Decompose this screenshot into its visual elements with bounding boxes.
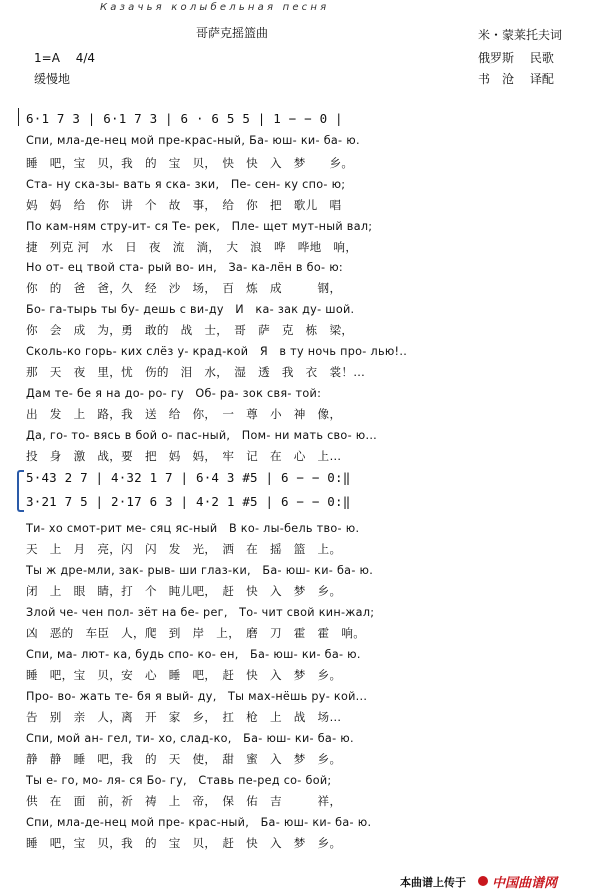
notation-line-2: 5·43 2 7 | 4·32 1 7 | 6·4 3 #5 | 6 − − 0:‖ (26, 470, 351, 485)
lyric-line: 出 发 上 路，我 送 给 你， 一 尊 小 神 像， (26, 406, 342, 421)
chinese-title: 哥萨克摇篮曲 (196, 26, 269, 40)
notation-line-3: 3·21 7 5 | 2·17 6 3 | 4·2 1 #5 | 6 − − 0:‖ (26, 494, 351, 509)
lyric-line: Спи, мла-де-нец мой пре-крас-ный, Ба- юш- ки- ба- ю. (26, 134, 360, 147)
lyric-line: Бо- га-тырь ты бу- дешь с ви-ду И ка- зак ду- шой. (26, 303, 355, 317)
lyric-line: Ста- ну ска-зы- вать я ска- зки, Пе- сен- ку спо- ю; (26, 177, 346, 191)
lyric-line: 天 上 月 亮，闪 闪 发 光， 洒 在 摇 篮 上。 (26, 542, 342, 556)
arranger-credit: 书 沧 译配 (478, 72, 554, 86)
lyric-line: 告 别 亲 人，离 开 家 乡， 扛 枪 上 战 场… (26, 710, 342, 724)
notation-line-1: 6·1 7 3 | 6·1 7 3 | 6 · 6 5 5 | 1 − − 0 | (26, 111, 343, 126)
key-signature: 1=A 4/4 (34, 51, 96, 65)
lyric-line: 睡 吧，宝 贝，安 心 睡 吧， 赶 快 入 梦 乡。 (26, 668, 342, 682)
lyric-line: 闭 上 眼 睛，打 个 盹儿吧， 赶 快 入 梦 乡。 (26, 584, 342, 598)
lyric-line: Но от- ец твой ста- рый во- ин, За- ка-лён в бо- ю: (26, 261, 343, 275)
lyric-line: Спи, мла-де-нец мой пре- крас-ный, Ба- юш- ки- ба- ю. (26, 816, 372, 829)
lyric-line: 凶 恶的 车臣 人，爬 到 岸 上， 磨 刀 霍 霍 响。 (26, 626, 366, 640)
lyric-line: Про- во- жать те- бя я вый- ду, Ты мах-нёшь ру- кой... (26, 690, 368, 703)
lyric-line: 捷 列克 河 水 日 夜 流 淌， 大 浪 哗 哗地 响， (26, 239, 358, 254)
lyric-line: 投 身 激 战，要 把 妈 妈， 牢 记 在 心 上… (26, 448, 342, 463)
tempo-marking: 缓慢地 (34, 72, 71, 86)
site-logo: 中国曲谱网 (492, 876, 558, 891)
lyric-line: Спи, мой ан- гел, ти- хо, слад-ко, Ба- юш- ки- ба- ю. (26, 732, 354, 745)
lyric-line: 睡 吧，宝 贝，我 的 宝 贝， 赶 快 入 梦 乡。 (26, 836, 342, 850)
lyric-line: 供 在 面 前，祈 祷 上 帝， 保 佑 吉 祥， (26, 794, 342, 808)
lyricist-credit: 米・蒙莱托夫词 (478, 28, 563, 42)
repeat-brace (17, 470, 24, 512)
lyric-line: Дам те- бе я на до- ро- гу Об- ра- зок свя- той: (26, 386, 322, 400)
lyric-line: По кам-ням стру-ит- ся Те- рек, Пле- щет мут-ный вал; (26, 219, 373, 233)
site-logo-icon (478, 876, 488, 886)
lyric-line: Ты е- го, мо- ля- ся Бо- гу, Ставь пе-ред со- бой; (26, 774, 332, 787)
lyric-line: 妈 妈 给 你 讲 个 故 事， 给 你 把 歌儿 唱 (26, 197, 342, 212)
lyric-line: 睡 吧，宝 贝，我 的 宝 贝， 快 快 入 梦 乡。 (26, 155, 354, 170)
lyric-line: Злой че- чен пол- зёт на бе- рег, То- чит свой кин-жал; (26, 606, 375, 619)
lyric-line: Ти- хо смот-рит ме- сяц яс-ный В ко- лы-бель тво- ю. (26, 522, 360, 535)
russian-title: Казачья колыбельная песня (100, 2, 330, 13)
lyric-line: 静 静 睡 吧，我 的 天 使， 甜 蜜 入 梦 乡。 (26, 752, 342, 766)
lyric-line: 那 天 夜 里，忧 伤的 泪 水， 湿 透 我 衣 裳！… (26, 364, 366, 379)
lyric-line: Сколь-ко горь- ких слёз у- крад-кой Я в ту ночь про- лью!.. (26, 345, 408, 358)
lyric-line: 你 的 爸 爸，久 经 沙 场， 百 炼 成 钢， (26, 281, 342, 296)
lyric-line: Спи, ма- лют- ка, будь спо- ко- ен, Ба- юш- ки- ба- ю. (26, 648, 361, 661)
start-barline (18, 108, 19, 126)
origin-credit: 俄罗斯 民歌 (478, 51, 554, 65)
upload-note: 本曲谱上传于 (400, 876, 466, 889)
lyric-line: Да, го- то- вясь в бой о- пас-ный, Пом- ни мать сво- ю... (26, 428, 378, 442)
lyric-line: Ты ж дре-мли, зак- рыв- ши глаз-ки, Ба- юш- ки- ба- ю. (26, 564, 374, 577)
lyric-line: 你 会 成 为，勇 敢的 战 士， 哥 萨 克 栋 梁， (26, 323, 354, 338)
